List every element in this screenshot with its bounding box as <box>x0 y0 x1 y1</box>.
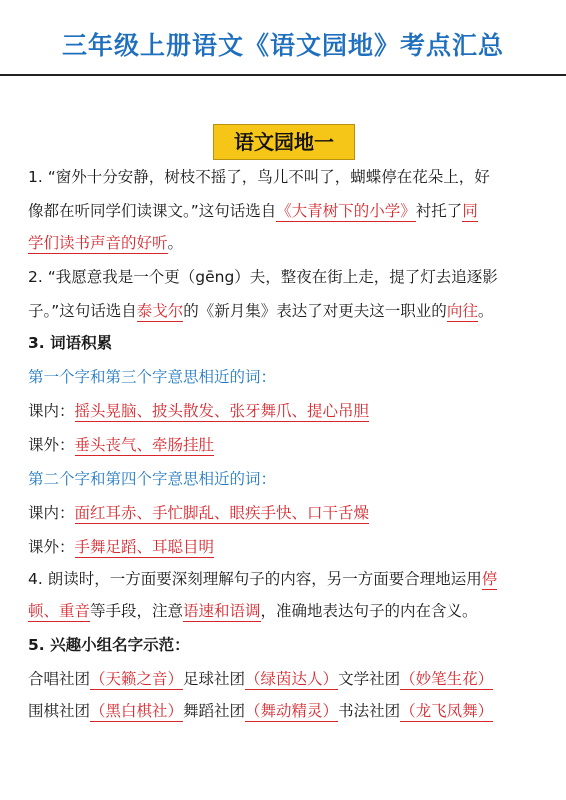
item3-extra-2: 课外：手舞足蹈、耳聪目明 <box>28 538 215 556</box>
answer-text: 手舞足蹈、耳聪目明 <box>74 538 215 556</box>
answer-text: 顿、重音 <box>28 602 91 620</box>
item4-line2: 顿、重音等手段，注意语速和语调，准确地表达句子的内在含义。 <box>28 602 478 620</box>
item1-line2: 像都在听同学们读课文。”这句话选自《大青树下的小学》衬托了同 <box>28 202 478 220</box>
item3-in-class-2: 课内：面红耳赤、手忙脚乱、眼疾手快、口干舌燥 <box>28 504 370 522</box>
item3-subheading2: 第二个字和第四个字意思相近的词： <box>28 470 277 488</box>
item1-line1: 1. “窗外十分安静，树枝不摇了，鸟儿不叫了，蝴蝶停在花朵上，好 <box>28 168 490 186</box>
item3-heading: 3. 词语积累 <box>28 334 113 352</box>
answer-text: 摇头晃脑、披头散发、张牙舞爪、提心吊胆 <box>74 402 370 420</box>
item5-heading: 5. 兴趣小组名字示范： <box>28 636 190 654</box>
answer-text: 学们读书声音的好听 <box>28 234 168 252</box>
answer-text: 同 <box>462 202 478 220</box>
item3-extra-1: 课外：垂头丧气、牵肠挂肚 <box>28 436 215 454</box>
club-name: （舞动精灵） <box>245 702 339 720</box>
club-row-2: 围棋社团（黑白棋社）舞蹈社团（舞动精灵）书法社团（龙飞凤舞） <box>28 702 494 720</box>
answer-text: 面红耳赤、手忙脚乱、眼疾手快、口干舌燥 <box>74 504 370 522</box>
section-heading: 语文园地一 <box>213 124 355 160</box>
item1-line3: 学们读书声音的好听。 <box>28 234 184 252</box>
answer-text: 《大青树下的小学》 <box>276 202 416 220</box>
page-title: 三年级上册语文《语文园地》考点汇总 <box>61 31 504 60</box>
item3-subheading1: 第一个字和第三个字意思相近的词： <box>28 368 277 386</box>
club-name: （龙飞凤舞） <box>400 702 494 720</box>
club-name: （黑白棋社） <box>90 702 184 720</box>
club-name: （天籁之音） <box>90 670 184 688</box>
item2-line1: 2. “我愿意我是一个更（gēng）夫，整夜在街上走，提了灯去追逐影 <box>28 268 498 286</box>
club-name: （绿茵达人） <box>245 670 339 688</box>
club-row-1: 合唱社团（天籁之音）足球社团（绿茵达人）文学社团（妙笔生花） <box>28 670 494 688</box>
item4-line1: 4. 朗读时，一方面要深刻理解句子的内容，另一方面要合理地运用停 <box>28 570 498 588</box>
answer-text: 语速和语调 <box>183 602 261 620</box>
answer-text: 垂头丧气、牵肠挂肚 <box>74 436 215 454</box>
item3-in-class-1: 课内：摇头晃脑、披头散发、张牙舞爪、提心吊胆 <box>28 402 370 420</box>
title-divider <box>0 74 566 76</box>
answer-text: 停 <box>481 570 498 588</box>
club-name: （妙笔生花） <box>400 670 494 688</box>
answer-text: 泰戈尔 <box>136 302 184 320</box>
answer-text: 向往 <box>446 302 478 320</box>
item2-line2: 子。”这句话选自泰戈尔的《新月集》表达了对更夫这一职业的向往。 <box>28 302 494 320</box>
